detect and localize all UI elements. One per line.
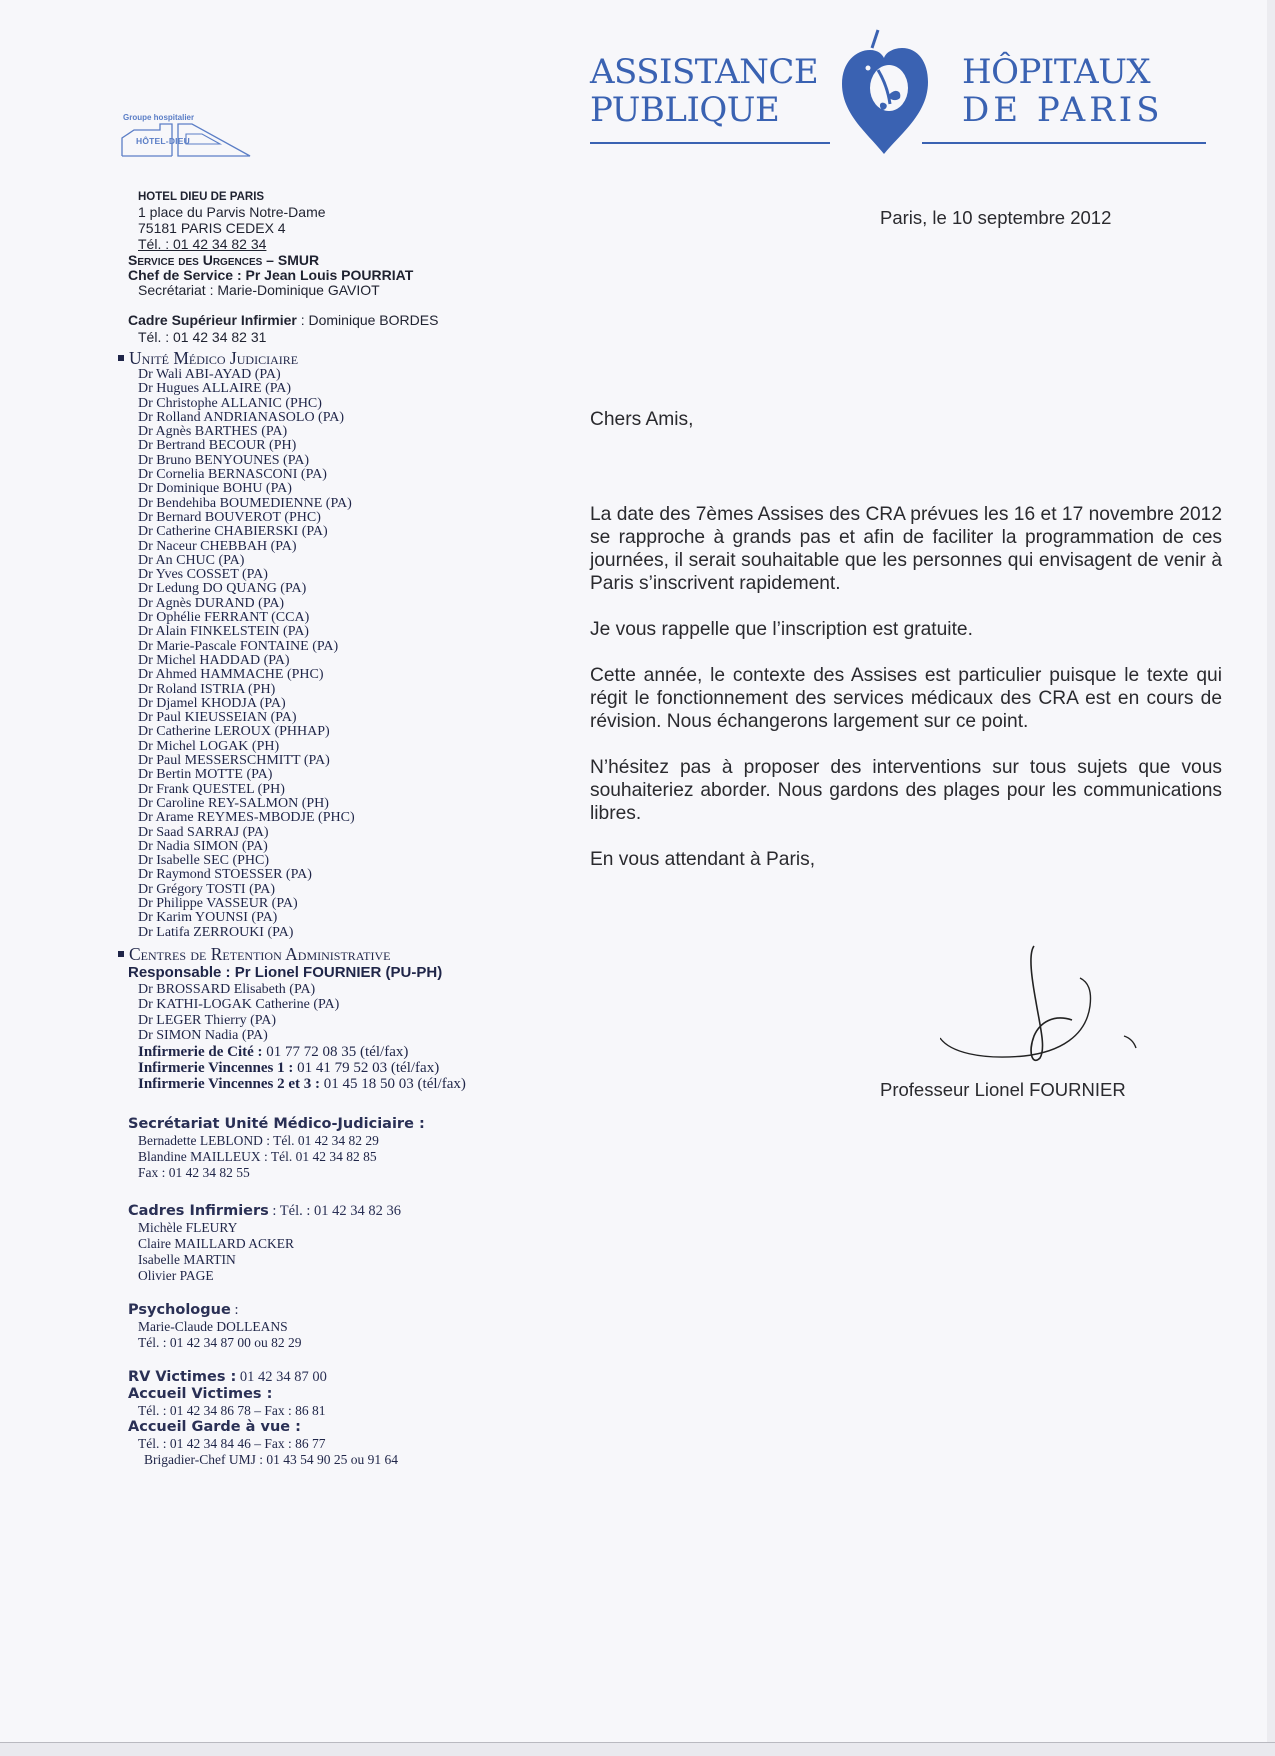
secretariat-line: Bernadette LEBLOND : Tél. 01 42 34 82 29 [138, 1132, 379, 1148]
infirmerie-row [138, 1076, 568, 1092]
cra-doctor: Dr SIMON Nadia (PA) [138, 1028, 268, 1044]
infirmerie-label: Infirmerie de Cité : [138, 1043, 263, 1060]
umj-doctor: Dr Frank QUESTEL (PH) [138, 781, 285, 797]
victimes [128, 1369, 568, 1468]
infirmerie-row [138, 1044, 568, 1060]
accueil-victimes-line: Tél. : 01 42 34 86 78 – Fax : 86 81 [138, 1402, 326, 1418]
letter-paragraph: En vous attendant à Paris, [590, 849, 816, 870]
umj-doctor: Dr Bertrand BECOUR (PH) [138, 438, 297, 454]
cadres-infirmiers [128, 1203, 568, 1284]
umj-doctor: Dr Yves COSSET (PA) [138, 567, 268, 583]
umj-doctor: Dr Ahmed HAMMACHE (PHC) [138, 667, 324, 683]
umj-doctor: Dr Grégory TOSTI (PA) [138, 881, 276, 897]
logo-word: DE PARIS [962, 90, 1164, 130]
secretariat-line: Fax : 01 42 34 82 55 [138, 1164, 250, 1180]
psychologue [128, 1302, 568, 1351]
bullet-icon [118, 355, 124, 361]
hospital-name: HOTEL DIEU DE PARIS [138, 191, 265, 203]
umj-doctor: Dr Bertin MOTTE (PA) [138, 767, 273, 783]
cadres-infirmiers-tel: : Tél. : 01 42 34 82 36 [268, 1202, 402, 1219]
page-edge [1267, 0, 1275, 1742]
accueil-victimes-label: Accueil Victimes : [128, 1385, 273, 1402]
umj-doctor: Dr Paul KIEUSSEIAN (PA) [138, 710, 297, 726]
umj-doctor: Dr Rolland ANDRIANASOLO (PA) [138, 409, 344, 425]
address-city: 75181 PARIS CEDEX 4 [138, 220, 286, 236]
cadre-infirmier-name: Isabelle MARTIN [138, 1251, 236, 1267]
cadre-superieur [128, 312, 568, 346]
umj-doctor: Dr Philippe VASSEUR (PA) [138, 895, 298, 911]
infirmerie-phone: 01 45 18 50 03 (tél/fax) [320, 1075, 466, 1092]
psychologue-colon: : [230, 1301, 239, 1318]
aphp-logo [590, 38, 1220, 156]
umj-doctor: Dr Dominique BOHU (PA) [138, 481, 292, 497]
infirmerie-phone: 01 41 79 52 03 (tél/fax) [293, 1059, 440, 1076]
service-secretariat: Secrétariat : Marie-Dominique GAVIOT [138, 282, 380, 298]
cra-doctor-list [138, 982, 568, 1044]
umj-doctor: Dr Michel LOGAK (PH) [138, 738, 280, 754]
logo-name: HÔTEL-DIEU [136, 136, 190, 146]
service-chief: Chef de Service : Pr Jean Louis POURRIAT [128, 267, 414, 283]
umj-doctor: Dr Djamel KHODJA (PA) [138, 695, 286, 711]
heart-dove-icon [838, 26, 930, 156]
psychologue-label: Psychologue [128, 1301, 231, 1318]
umj-doctor: Dr An CHUC (PA) [138, 552, 245, 568]
signer-name: Professeur Lionel FOURNIER [880, 1079, 1126, 1100]
garde-a-vue-label: Accueil Garde à vue : [128, 1418, 301, 1435]
cadre-superieur-label: Cadre Supérieur Infirmier [128, 312, 297, 328]
infirmerie-row [138, 1060, 568, 1076]
secretariat-umj [128, 1116, 568, 1181]
letter-body [590, 408, 1222, 894]
umj-doctor: Dr Ophélie FERRANT (CCA) [138, 610, 310, 626]
logo-word: HÔPITAUX [962, 52, 1151, 92]
cadres-infirmiers-label: Cadres Infirmiers [128, 1202, 269, 1219]
rv-victimes-value: 01 42 34 87 00 [236, 1368, 327, 1385]
psychologue-line: Marie-Claude DOLLEANS [138, 1318, 288, 1334]
cra-responsable: Responsable : Pr Lionel FOURNIER (PU-PH) [128, 963, 443, 981]
umj-doctor: Dr Nadia SIMON (PA) [138, 838, 268, 854]
letter-paragraph: La date des 7èmes Assises des CRA prévues les 16 et 17 novembre 2012 se rapproche à grands pas et afin de faciliter la programmation de ces journées, il serait souhaitable que les personnes qui envisagent de venir à Paris s’inscrivent rapidement. [590, 504, 1222, 594]
umj-doctor: Dr Isabelle SEC (PHC) [138, 853, 270, 869]
cra-doctor: Dr KATHI-LOGAK Catherine (PA) [138, 997, 340, 1013]
umj-doctor: Dr Cornelia BERNASCONI (PA) [138, 467, 327, 483]
service-title: Service des Urgences – SMUR [128, 252, 320, 268]
umj-doctor: Dr Bendehiba BOUMEDIENNE (PA) [138, 495, 352, 511]
umj-doctor: Dr Ledung DO QUANG (PA) [138, 581, 307, 597]
logo-rule [590, 142, 830, 144]
umj-doctor: Dr Marie-Pascale FONTAINE (PA) [138, 638, 339, 654]
rv-victimes-label: RV Victimes : [128, 1368, 237, 1385]
umj-doctor: Dr Michel HADDAD (PA) [138, 652, 290, 668]
sidebar-directory [128, 190, 568, 1468]
umj-doctor: Dr Arame REYMES-MBODJE (PHC) [138, 810, 355, 826]
infirmerie-label: Infirmerie Vincennes 1 : [138, 1059, 294, 1076]
address-tel: Tél. : 01 42 34 82 34 [138, 236, 267, 252]
psychologue-line: Tél. : 01 42 34 87 00 ou 82 29 [138, 1334, 302, 1350]
infirmerie-list [128, 1044, 568, 1092]
infirmerie-phone: 01 77 72 08 35 (tél/fax) [262, 1043, 409, 1060]
letter-paragraph: Je vous rappelle que l’inscription est gratuite. [590, 619, 973, 640]
umj-section-title [118, 348, 568, 368]
handwritten-signature [940, 940, 1180, 1070]
umj-doctor: Dr Raymond STOESSER (PA) [138, 867, 312, 883]
letter-paragraph: N’hésitez pas à proposer des interventions sur tous sujets que vous souhaiteriez aborder. Nous gardons des plages pour les communications libres. [590, 757, 1222, 824]
page-edge [0, 1742, 1275, 1756]
umj-doctor: Dr Roland ISTRIA (PH) [138, 681, 276, 697]
hotel-dieu-logo [120, 110, 270, 165]
secretariat-umj-label: Secrétariat Unité Médico-Judiciaire : [128, 1115, 425, 1132]
address-street: 1 place du Parvis Notre-Dame [138, 204, 326, 220]
umj-doctor: Dr Karim YOUNSI (PA) [138, 910, 278, 926]
cadre-superieur-tel: Tél. : 01 42 34 82 31 [138, 329, 267, 345]
cra-doctor: Dr LEGER Thierry (PA) [138, 1012, 277, 1028]
umj-doctor: Dr Alain FINKELSTEIN (PA) [138, 624, 309, 640]
umj-doctor: Dr Catherine CHABIERSKI (PA) [138, 524, 328, 540]
service-block [128, 253, 568, 298]
umj-doctor: Dr Wali ABI-AYAD (PA) [138, 367, 281, 382]
cadre-superieur-value: : Dominique BORDES [296, 312, 439, 328]
umj-doctor: Dr Latifa ZERROUKI (PA) [138, 924, 294, 940]
umj-doctor-list [138, 368, 568, 940]
letter-date: Paris, le 10 septembre 2012 [880, 207, 1112, 228]
umj-doctor: Dr Bruno BENYOUNES (PA) [138, 452, 309, 468]
bullet-icon [118, 951, 124, 957]
garde-a-vue-line: Tél. : 01 42 34 84 46 – Fax : 86 77 [138, 1435, 326, 1451]
secretariat-line: Blandine MAILLEUX : Tél. 01 42 34 82 85 [138, 1148, 377, 1164]
umj-doctor: Dr Christophe ALLANIC (PHC) [138, 395, 322, 411]
letter-greeting: Chers Amis, [590, 409, 694, 430]
umj-doctor: Dr Caroline REY-SALMON (PH) [138, 795, 329, 811]
umj-doctor: Dr Hugues ALLAIRE (PA) [138, 381, 292, 397]
cra-section-title [118, 944, 568, 964]
logo-group-label: Groupe hospitalier [123, 113, 195, 122]
letter-paragraph: Cette année, le contexte des Assises est particulier puisque le texte qui régit le fonctionnement des services médicaux des CRA est en cours de révision. Nous échangerons largement sur ce point. [590, 665, 1222, 732]
umj-doctor: Dr Paul MESSERSCHMITT (PA) [138, 753, 330, 769]
umj-doctor: Dr Agnès DURAND (PA) [138, 595, 285, 611]
umj-doctor: Dr Catherine LEROUX (PHHAP) [138, 724, 330, 740]
logo-word: ASSISTANCE [590, 52, 819, 92]
umj-title-text: Unité Médico Judiciaire [129, 348, 299, 368]
cra-title-text: Centres de Retention Administrative [129, 943, 391, 964]
cadre-infirmier-name: Claire MAILLARD ACKER [138, 1235, 294, 1251]
umj-doctor: Dr Saad SARRAJ (PA) [138, 824, 269, 840]
umj-doctor: Dr Agnès BARTHES (PA) [138, 424, 288, 440]
logo-rule [922, 142, 1206, 144]
umj-doctor: Dr Naceur CHEBBAH (PA) [138, 538, 297, 554]
hospital-address [128, 190, 568, 252]
infirmerie-label: Infirmerie Vincennes 2 et 3 : [138, 1075, 321, 1092]
cadre-infirmier-name: Michèle FLEURY [138, 1219, 238, 1235]
cadre-infirmier-name: Olivier PAGE [138, 1267, 214, 1283]
logo-word: PUBLIQUE [590, 90, 780, 130]
cra-doctor: Dr BROSSARD Elisabeth (PA) [138, 981, 316, 997]
umj-doctor: Dr Bernard BOUVEROT (PHC) [138, 509, 321, 525]
brigadier-line: Brigadier-Chef UMJ : 01 43 54 90 25 ou 91 64 [144, 1451, 398, 1467]
